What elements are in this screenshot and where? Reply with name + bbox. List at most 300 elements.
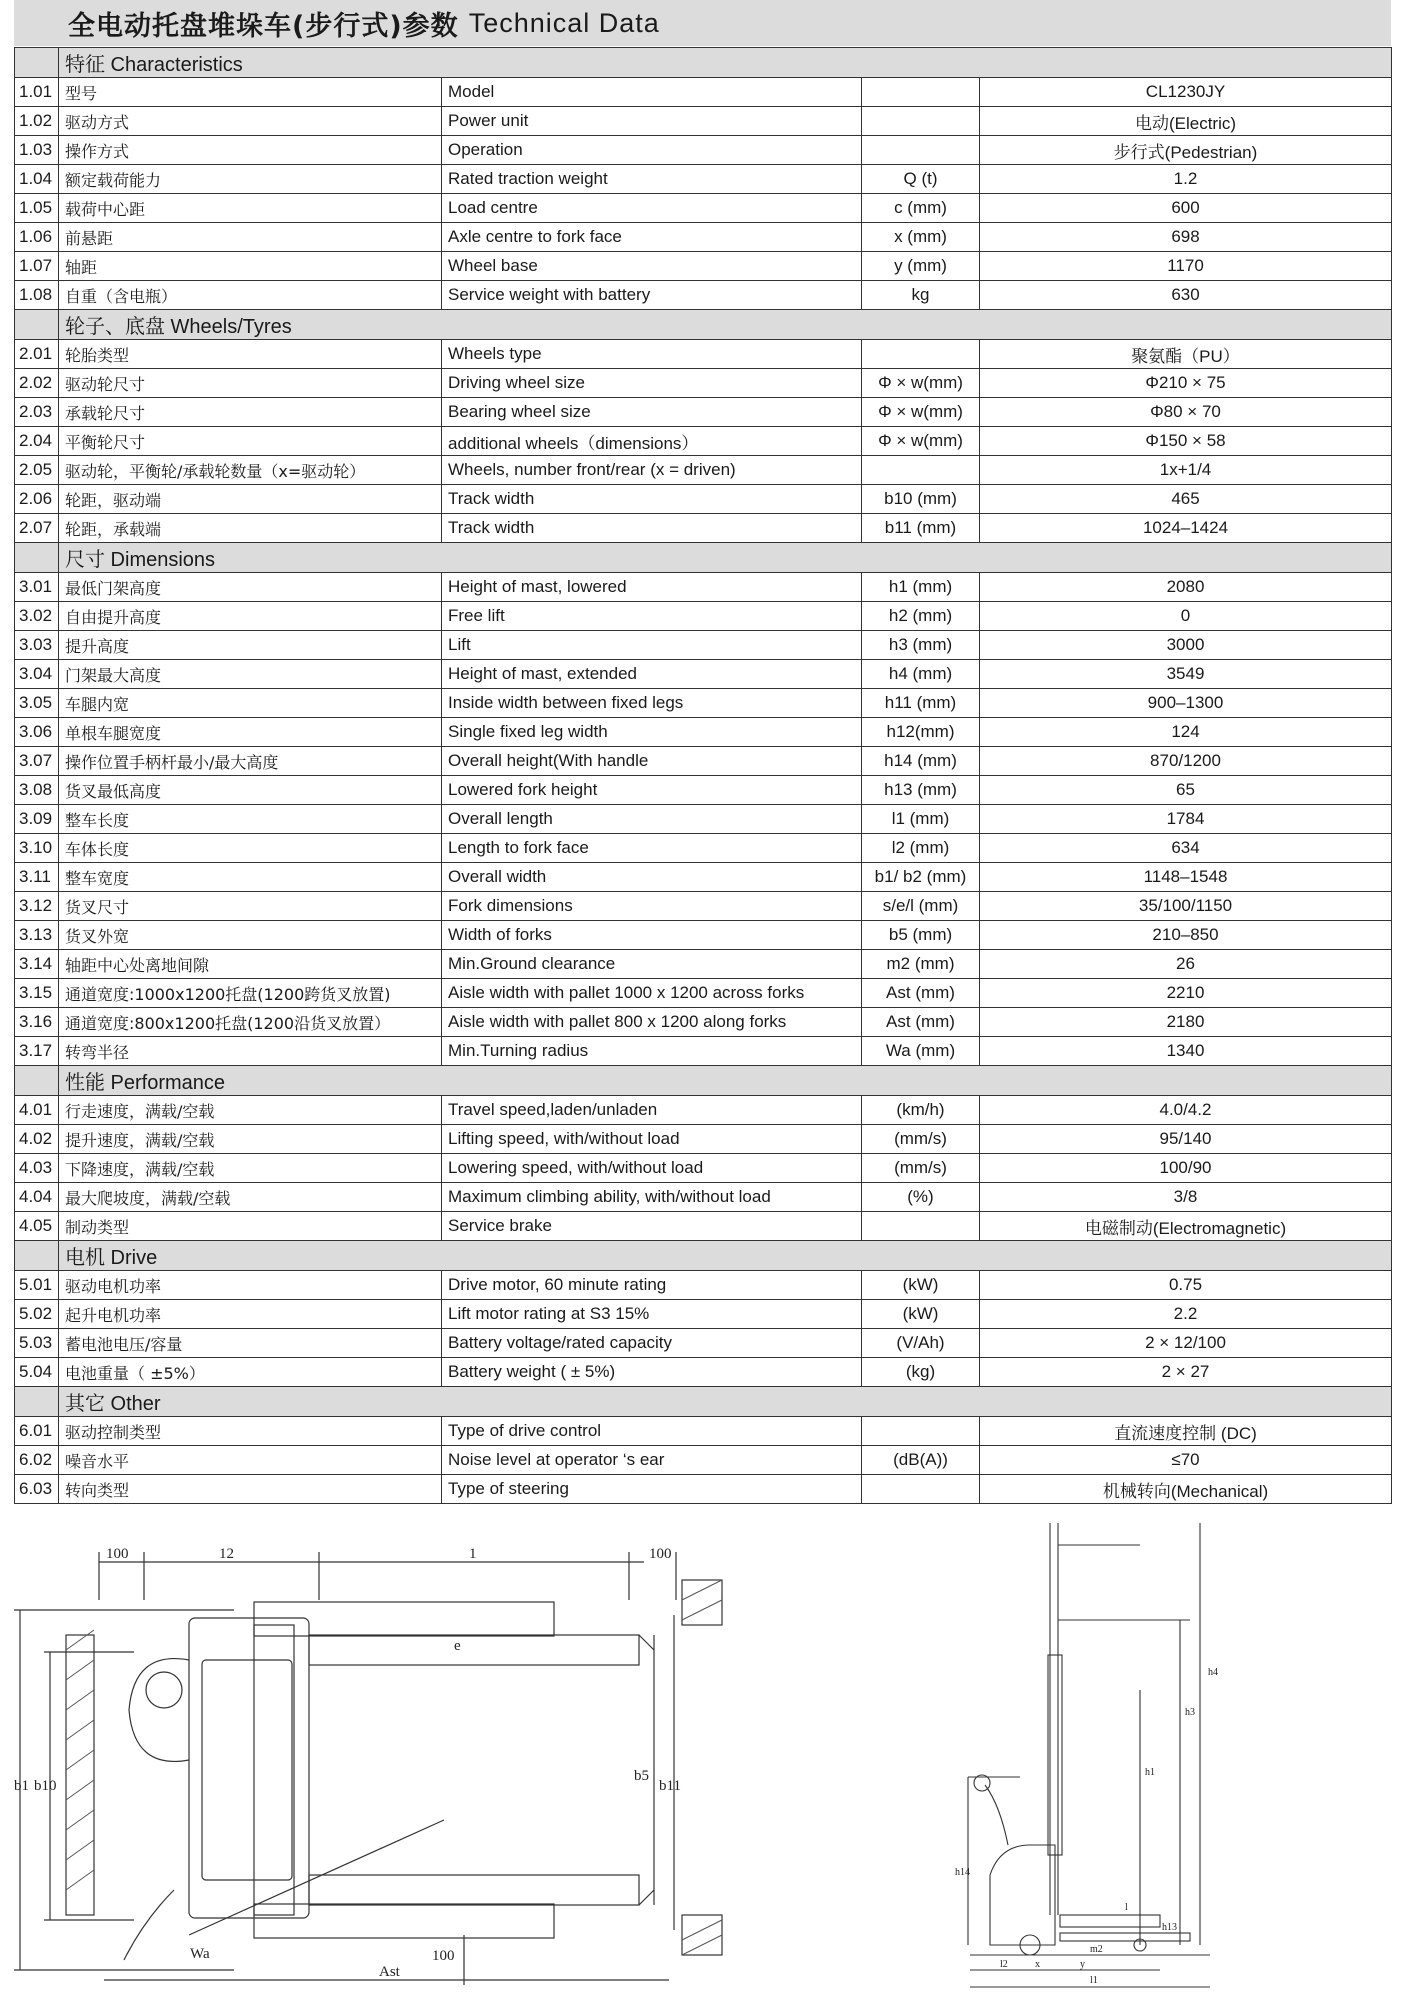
row-unit: h3 (mm) <box>862 631 980 660</box>
row-number: 3.12 <box>15 892 59 921</box>
row-unit: h4 (mm) <box>862 660 980 689</box>
row-value: 直流速度控制 (DC) <box>980 1417 1392 1446</box>
row-number: 3.06 <box>15 718 59 747</box>
dim-b1: b1 <box>14 1778 29 1794</box>
row-english-label: Model <box>442 78 862 107</box>
row-english-label: Width of forks <box>442 921 862 950</box>
row-english-label: Drive motor, 60 minute rating <box>442 1271 862 1300</box>
section-title: 轮子、底盘 Wheels/Tyres <box>59 310 1392 340</box>
table-row <box>15 223 1392 252</box>
row-number: 1.06 <box>15 223 59 252</box>
row-value: 1.2 <box>980 165 1392 194</box>
row-value: 124 <box>980 718 1392 747</box>
row-number: 3.17 <box>15 1037 59 1066</box>
row-english-label: Wheel base <box>442 252 862 281</box>
row-value: 0.75 <box>980 1271 1392 1300</box>
row-value: 2210 <box>980 979 1392 1008</box>
row-english-label: Overall length <box>442 805 862 834</box>
table-row <box>15 281 1392 310</box>
table-row <box>15 398 1392 427</box>
row-number: 2.07 <box>15 514 59 543</box>
section-number-cell <box>15 48 59 78</box>
row-chinese-label: 轴距 <box>59 252 442 281</box>
row-number: 1.03 <box>15 136 59 165</box>
dim-l: l <box>1125 1902 1128 1913</box>
row-english-label: Lift <box>442 631 862 660</box>
row-english-label: Travel speed,laden/unladen <box>442 1096 862 1125</box>
table-row <box>15 1475 1392 1504</box>
dim-h3: h3 <box>1185 1707 1195 1718</box>
section-title: 性能 Performance <box>59 1066 1392 1096</box>
row-chinese-label: 货叉最低高度 <box>59 776 442 805</box>
row-unit: h13 (mm) <box>862 776 980 805</box>
dim-h1: h1 <box>1145 1767 1155 1778</box>
table-row <box>15 514 1392 543</box>
row-unit <box>862 1212 980 1241</box>
row-chinese-label: 门架最大高度 <box>59 660 442 689</box>
top-view-drawing <box>14 1540 734 1990</box>
section-number-cell <box>15 543 59 573</box>
row-english-label: Type of steering <box>442 1475 862 1504</box>
side-view-drawing <box>940 1515 1320 1995</box>
row-value: 2080 <box>980 573 1392 602</box>
row-value: CL1230JY <box>980 78 1392 107</box>
row-chinese-label: 轮距，驱动端 <box>59 485 442 514</box>
row-unit <box>862 340 980 369</box>
section-title: 特征 Characteristics <box>59 48 1392 78</box>
row-chinese-label: 自重（含电瓶） <box>59 281 442 310</box>
row-number: 1.07 <box>15 252 59 281</box>
row-chinese-label: 前悬距 <box>59 223 442 252</box>
row-english-label: Overall width <box>442 863 862 892</box>
section-title: 其它 Other <box>59 1387 1392 1417</box>
row-unit <box>862 1475 980 1504</box>
section-title: 电机 Drive <box>59 1241 1392 1271</box>
table-row <box>15 950 1392 979</box>
row-value: 聚氨酯（PU） <box>980 340 1392 369</box>
dim-l2: 12 <box>219 1546 234 1562</box>
row-unit: l2 (mm) <box>862 834 980 863</box>
dim-h13: h13 <box>1162 1922 1177 1933</box>
row-number: 4.05 <box>15 1212 59 1241</box>
table-row <box>15 1096 1392 1125</box>
row-unit: b11 (mm) <box>862 514 980 543</box>
row-english-label: Battery voltage/rated capacity <box>442 1329 862 1358</box>
row-value: 1170 <box>980 252 1392 281</box>
row-value: 1784 <box>980 805 1392 834</box>
row-number: 1.04 <box>15 165 59 194</box>
row-english-label: Lowered fork height <box>442 776 862 805</box>
row-value: 3/8 <box>980 1183 1392 1212</box>
row-number: 2.05 <box>15 456 59 485</box>
table-row <box>15 369 1392 398</box>
row-unit: h2 (mm) <box>862 602 980 631</box>
section-header <box>15 543 1392 573</box>
row-english-label: Service brake <box>442 1212 862 1241</box>
row-chinese-label: 平衡轮尺寸 <box>59 427 442 456</box>
table-row <box>15 1329 1392 1358</box>
dim-x: x <box>1035 1959 1040 1970</box>
row-english-label: Track width <box>442 514 862 543</box>
row-value: Φ80 × 70 <box>980 398 1392 427</box>
row-unit <box>862 456 980 485</box>
row-number: 1.01 <box>15 78 59 107</box>
row-unit: (mm/s) <box>862 1154 980 1183</box>
row-english-label: Load centre <box>442 194 862 223</box>
dim-l2-side: l2 <box>1000 1959 1008 1970</box>
row-number: 3.15 <box>15 979 59 1008</box>
row-chinese-label: 承载轮尺寸 <box>59 398 442 427</box>
dim-b10: b10 <box>34 1778 57 1794</box>
row-english-label: additional wheels（dimensions） <box>442 427 862 456</box>
row-number: 1.02 <box>15 107 59 136</box>
row-unit: Ast (mm) <box>862 1008 980 1037</box>
row-chinese-label: 蓄电池电压/容量 <box>59 1329 442 1358</box>
row-number: 2.03 <box>15 398 59 427</box>
table-row <box>15 602 1392 631</box>
table-row <box>15 718 1392 747</box>
section-header <box>15 310 1392 340</box>
table-row <box>15 78 1392 107</box>
row-english-label: Axle centre to fork face <box>442 223 862 252</box>
row-chinese-label: 驱动轮尺寸 <box>59 369 442 398</box>
row-chinese-label: 整车宽度 <box>59 863 442 892</box>
row-english-label: Rated traction weight <box>442 165 862 194</box>
row-value: 2 × 27 <box>980 1358 1392 1387</box>
table-row <box>15 107 1392 136</box>
row-value: 0 <box>980 602 1392 631</box>
row-unit: (%) <box>862 1183 980 1212</box>
row-number: 3.08 <box>15 776 59 805</box>
row-unit <box>862 1417 980 1446</box>
row-chinese-label: 通道宽度:800x1200托盘(1200沿货叉放置） <box>59 1008 442 1037</box>
row-chinese-label: 操作方式 <box>59 136 442 165</box>
row-chinese-label: 提升高度 <box>59 631 442 660</box>
row-english-label: Height of mast, extended <box>442 660 862 689</box>
row-number: 3.07 <box>15 747 59 776</box>
row-english-label: Lifting speed, with/without load <box>442 1125 862 1154</box>
row-unit: (kg) <box>862 1358 980 1387</box>
row-value: 3000 <box>980 631 1392 660</box>
table-row <box>15 1008 1392 1037</box>
row-value: 1148–1548 <box>980 863 1392 892</box>
row-english-label: Lift motor rating at S3 15% <box>442 1300 862 1329</box>
row-chinese-label: 噪音水平 <box>59 1446 442 1475</box>
row-english-label: Aisle width with pallet 1000 x 1200 across forks <box>442 979 862 1008</box>
row-value: 2180 <box>980 1008 1392 1037</box>
table-row <box>15 863 1392 892</box>
row-value: 870/1200 <box>980 747 1392 776</box>
row-value: 1340 <box>980 1037 1392 1066</box>
row-number: 4.02 <box>15 1125 59 1154</box>
table-row <box>15 1300 1392 1329</box>
row-number: 6.03 <box>15 1475 59 1504</box>
row-unit: h12(mm) <box>862 718 980 747</box>
dim-100-right: 100 <box>649 1546 672 1562</box>
row-value: 210–850 <box>980 921 1392 950</box>
row-number: 3.13 <box>15 921 59 950</box>
row-number: 3.01 <box>15 573 59 602</box>
row-unit: Wa (mm) <box>862 1037 980 1066</box>
row-number: 4.04 <box>15 1183 59 1212</box>
row-english-label: Wheels type <box>442 340 862 369</box>
dim-ast: Ast <box>379 1964 400 1980</box>
section-number-cell <box>15 1066 59 1096</box>
row-chinese-label: 电池重量（ ±5%） <box>59 1358 442 1387</box>
row-unit: (dB(A)) <box>862 1446 980 1475</box>
row-english-label: Battery weight ( ± 5%) <box>442 1358 862 1387</box>
row-english-label: Type of drive control <box>442 1417 862 1446</box>
row-number: 2.01 <box>15 340 59 369</box>
table-row <box>15 252 1392 281</box>
table-row <box>15 340 1392 369</box>
row-chinese-label: 货叉尺寸 <box>59 892 442 921</box>
row-value: 600 <box>980 194 1392 223</box>
row-english-label: Height of mast, lowered <box>442 573 862 602</box>
row-number: 3.02 <box>15 602 59 631</box>
dim-b11: b11 <box>659 1778 681 1794</box>
row-number: 5.04 <box>15 1358 59 1387</box>
row-value: 26 <box>980 950 1392 979</box>
row-unit: Q (t) <box>862 165 980 194</box>
row-value: 电磁制动(Electromagnetic) <box>980 1212 1392 1241</box>
section-number-cell <box>15 1241 59 1271</box>
row-number: 3.09 <box>15 805 59 834</box>
row-value: 465 <box>980 485 1392 514</box>
row-value: Φ210 × 75 <box>980 369 1392 398</box>
row-chinese-label: 型号 <box>59 78 442 107</box>
row-unit: b1/ b2 (mm) <box>862 863 980 892</box>
row-unit: c (mm) <box>862 194 980 223</box>
row-value: 2.2 <box>980 1300 1392 1329</box>
row-number: 2.04 <box>15 427 59 456</box>
row-chinese-label: 提升速度，满载/空载 <box>59 1125 442 1154</box>
row-number: 3.05 <box>15 689 59 718</box>
row-unit: Ast (mm) <box>862 979 980 1008</box>
row-english-label: Fork dimensions <box>442 892 862 921</box>
row-chinese-label: 自由提升高度 <box>59 602 442 631</box>
row-unit: m2 (mm) <box>862 950 980 979</box>
row-english-label: Length to fork face <box>442 834 862 863</box>
row-chinese-label: 驱动轮，平衡轮/承载轮数量（x=驱动轮） <box>59 456 442 485</box>
row-unit: Φ × w(mm) <box>862 369 980 398</box>
row-unit: l1 (mm) <box>862 805 980 834</box>
table-row <box>15 165 1392 194</box>
section-header <box>15 1066 1392 1096</box>
row-chinese-label: 载荷中心距 <box>59 194 442 223</box>
dim-m2: m2 <box>1090 1944 1103 1955</box>
row-unit: s/e/l (mm) <box>862 892 980 921</box>
row-chinese-label: 最大爬坡度，满载/空载 <box>59 1183 442 1212</box>
row-value: 900–1300 <box>980 689 1392 718</box>
table-row <box>15 892 1392 921</box>
row-english-label: Noise level at operator ‘s ear <box>442 1446 862 1475</box>
row-value: 步行式(Pedestrian) <box>980 136 1392 165</box>
row-unit: h14 (mm) <box>862 747 980 776</box>
table-row <box>15 456 1392 485</box>
row-number: 3.03 <box>15 631 59 660</box>
row-english-label: Single fixed leg width <box>442 718 862 747</box>
row-unit: b5 (mm) <box>862 921 980 950</box>
table-row <box>15 427 1392 456</box>
table-row <box>15 573 1392 602</box>
row-value: 35/100/1150 <box>980 892 1392 921</box>
row-number: 3.14 <box>15 950 59 979</box>
table-row <box>15 1358 1392 1387</box>
table-row <box>15 631 1392 660</box>
dim-l1-side: l1 <box>1090 1975 1098 1986</box>
technical-data-table <box>14 47 1392 1504</box>
row-unit <box>862 107 980 136</box>
row-unit: (kW) <box>862 1271 980 1300</box>
dim-wa: Wa <box>190 1946 210 1962</box>
dim-e: e <box>454 1638 461 1654</box>
section-header <box>15 48 1392 78</box>
section-header <box>15 1241 1392 1271</box>
section-title: 尺寸 Dimensions <box>59 543 1392 573</box>
table-row <box>15 1183 1392 1212</box>
row-value: 630 <box>980 281 1392 310</box>
dim-100-left: 100 <box>106 1546 129 1562</box>
row-unit: (kW) <box>862 1300 980 1329</box>
table-row <box>15 1154 1392 1183</box>
row-unit: h11 (mm) <box>862 689 980 718</box>
row-chinese-label: 最低门架高度 <box>59 573 442 602</box>
row-unit: h1 (mm) <box>862 573 980 602</box>
row-value: 1x+1/4 <box>980 456 1392 485</box>
row-chinese-label: 转弯半径 <box>59 1037 442 1066</box>
row-number: 1.08 <box>15 281 59 310</box>
row-number: 5.01 <box>15 1271 59 1300</box>
row-english-label: Aisle width with pallet 800 x 1200 along forks <box>442 1008 862 1037</box>
row-number: 3.16 <box>15 1008 59 1037</box>
table-row <box>15 776 1392 805</box>
row-value: 3549 <box>980 660 1392 689</box>
row-english-label: Inside width between fixed legs <box>442 689 862 718</box>
section-header <box>15 1387 1392 1417</box>
row-chinese-label: 操作位置手柄杆最小/最大高度 <box>59 747 442 776</box>
table-row <box>15 921 1392 950</box>
row-unit: (km/h) <box>862 1096 980 1125</box>
section-number-cell <box>15 1387 59 1417</box>
row-value: 95/140 <box>980 1125 1392 1154</box>
row-value: 电动(Electric) <box>980 107 1392 136</box>
table-row <box>15 194 1392 223</box>
row-number: 3.10 <box>15 834 59 863</box>
row-unit <box>862 78 980 107</box>
title-chinese: 全电动托盘堆垛车(步行式)参数 <box>68 10 459 42</box>
dim-h4: h4 <box>1208 1667 1218 1678</box>
title-english: Technical Data <box>468 7 660 38</box>
row-unit: y (mm) <box>862 252 980 281</box>
table-row <box>15 485 1392 514</box>
row-unit <box>862 136 980 165</box>
table-row <box>15 689 1392 718</box>
table-row <box>15 136 1392 165</box>
row-chinese-label: 驱动控制类型 <box>59 1417 442 1446</box>
row-english-label: Maximum climbing ability, with/without load <box>442 1183 862 1212</box>
table-row <box>15 1125 1392 1154</box>
row-unit: Φ × w(mm) <box>862 398 980 427</box>
row-chinese-label: 起升电机功率 <box>59 1300 442 1329</box>
table-row <box>15 1417 1392 1446</box>
table-row <box>15 1271 1392 1300</box>
row-chinese-label: 轮胎类型 <box>59 340 442 369</box>
dim-l1: 1 <box>469 1546 477 1562</box>
row-value: 机械转向(Mechanical) <box>980 1475 1392 1504</box>
row-english-label: Bearing wheel size <box>442 398 862 427</box>
row-english-label: Power unit <box>442 107 862 136</box>
row-english-label: Min.Ground clearance <box>442 950 862 979</box>
row-chinese-label: 驱动电机功率 <box>59 1271 442 1300</box>
row-chinese-label: 轴距中心处离地间隙 <box>59 950 442 979</box>
row-chinese-label: 转向类型 <box>59 1475 442 1504</box>
row-number: 2.06 <box>15 485 59 514</box>
table-row <box>15 805 1392 834</box>
row-chinese-label: 额定载荷能力 <box>59 165 442 194</box>
row-chinese-label: 轮距，承载端 <box>59 514 442 543</box>
row-unit: x (mm) <box>862 223 980 252</box>
row-number: 5.03 <box>15 1329 59 1358</box>
table-row <box>15 1212 1392 1241</box>
row-chinese-label: 制动类型 <box>59 1212 442 1241</box>
row-number: 3.11 <box>15 863 59 892</box>
table-row <box>15 1446 1392 1475</box>
row-unit: (V/Ah) <box>862 1329 980 1358</box>
row-english-label: Min.Turning radius <box>442 1037 862 1066</box>
row-number: 4.03 <box>15 1154 59 1183</box>
table-row <box>15 660 1392 689</box>
table-row <box>15 834 1392 863</box>
row-value: 2 × 12/100 <box>980 1329 1392 1358</box>
section-number-cell <box>15 310 59 340</box>
dim-b5: b5 <box>634 1768 649 1784</box>
row-chinese-label: 驱动方式 <box>59 107 442 136</box>
row-unit: (mm/s) <box>862 1125 980 1154</box>
row-value: ≤70 <box>980 1446 1392 1475</box>
row-chinese-label: 货叉外宽 <box>59 921 442 950</box>
row-chinese-label: 通道宽度:1000x1200托盘(1200跨货叉放置) <box>59 979 442 1008</box>
row-unit: b10 (mm) <box>862 485 980 514</box>
row-english-label: Service weight with battery <box>442 281 862 310</box>
row-value: 65 <box>980 776 1392 805</box>
row-unit: kg <box>862 281 980 310</box>
row-number: 2.02 <box>15 369 59 398</box>
table-row <box>15 747 1392 776</box>
row-value: 4.0/4.2 <box>980 1096 1392 1125</box>
row-chinese-label: 下降速度，满载/空载 <box>59 1154 442 1183</box>
row-value: 100/90 <box>980 1154 1392 1183</box>
row-english-label: Driving wheel size <box>442 369 862 398</box>
row-english-label: Operation <box>442 136 862 165</box>
row-english-label: Track width <box>442 485 862 514</box>
row-english-label: Overall height(With handle <box>442 747 862 776</box>
row-number: 3.04 <box>15 660 59 689</box>
row-unit: Φ × w(mm) <box>862 427 980 456</box>
row-number: 6.02 <box>15 1446 59 1475</box>
row-value: 634 <box>980 834 1392 863</box>
dim-100-bottom: 100 <box>432 1948 455 1964</box>
row-number: 1.05 <box>15 194 59 223</box>
row-chinese-label: 行走速度，满载/空载 <box>59 1096 442 1125</box>
table-row <box>15 1037 1392 1066</box>
row-english-label: Lowering speed, with/without load <box>442 1154 862 1183</box>
row-chinese-label: 车体长度 <box>59 834 442 863</box>
row-value: 698 <box>980 223 1392 252</box>
row-chinese-label: 整车长度 <box>59 805 442 834</box>
row-chinese-label: 单根车腿宽度 <box>59 718 442 747</box>
row-number: 5.02 <box>15 1300 59 1329</box>
